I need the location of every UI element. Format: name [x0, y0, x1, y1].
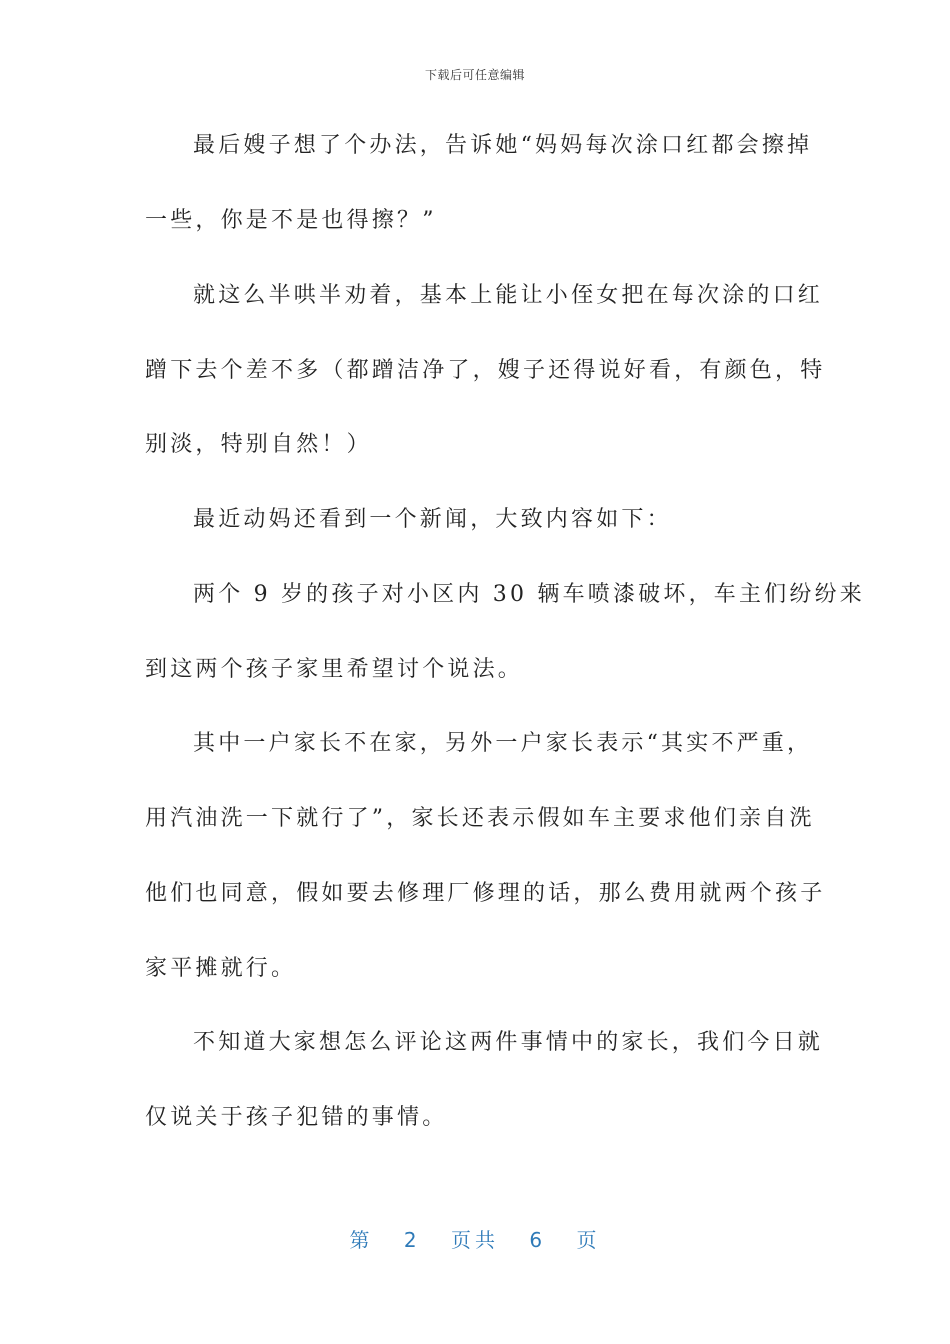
- paragraph-5-line-2: 用汽油洗一下就行了”，家长还表示假如车主要求他们亲自洗: [145, 806, 815, 831]
- footer-suffix: 页: [576, 1228, 601, 1252]
- page-footer: [0, 1224, 950, 1253]
- paragraph-1-line-1: 最后嫂子想了个办法，告诉她“妈妈每次涂口红都会擦掉: [193, 133, 813, 158]
- paragraph-5-line-3: 他们也同意，假如要去修理厂修理的话，那么费用就两个孩子: [145, 881, 826, 906]
- footer-prefix: 第: [349, 1228, 374, 1252]
- total-pages-number: 6: [529, 1228, 547, 1252]
- paragraph-5-line-4: 家平摊就行。: [145, 956, 297, 981]
- page-header: 下载后可任意编辑: [424, 68, 525, 82]
- paragraph-4-line-1: 两个 9 岁的孩子对小区内 30 辆车喷漆破坏，车主们纷纷来: [193, 582, 865, 607]
- footer-middle: 页共: [451, 1228, 499, 1252]
- paragraph-4-line-2: 到这两个孩子家里希望讨个说法。: [145, 657, 524, 682]
- paragraph-5-line-1: 其中一户家长不在家，另外一户家长表示“其实不严重，: [193, 731, 813, 756]
- paragraph-2-line-3: 别淡，特别自然！）: [145, 432, 372, 457]
- paragraph-6-line-1: 不知道大家想怎么评论这两件事情中的家长，我们今日就: [193, 1030, 824, 1055]
- current-page-number: 2: [403, 1228, 421, 1252]
- paragraph-1-line-2: 一些，你是不是也得擦？”: [145, 208, 437, 233]
- paragraph-2-line-1: 就这么半哄半劝着，基本上能让小侄女把在每次涂的口红: [193, 283, 824, 308]
- paragraph-2-line-2: 蹭下去个差不多（都蹭洁净了，嫂子还得说好看，有颜色，特: [145, 358, 826, 383]
- paragraph-6-line-2: 仅说关于孩子犯错的事情。: [145, 1105, 448, 1130]
- paragraph-3-line-1: 最近动妈还看到一个新闻，大致内容如下：: [193, 507, 672, 532]
